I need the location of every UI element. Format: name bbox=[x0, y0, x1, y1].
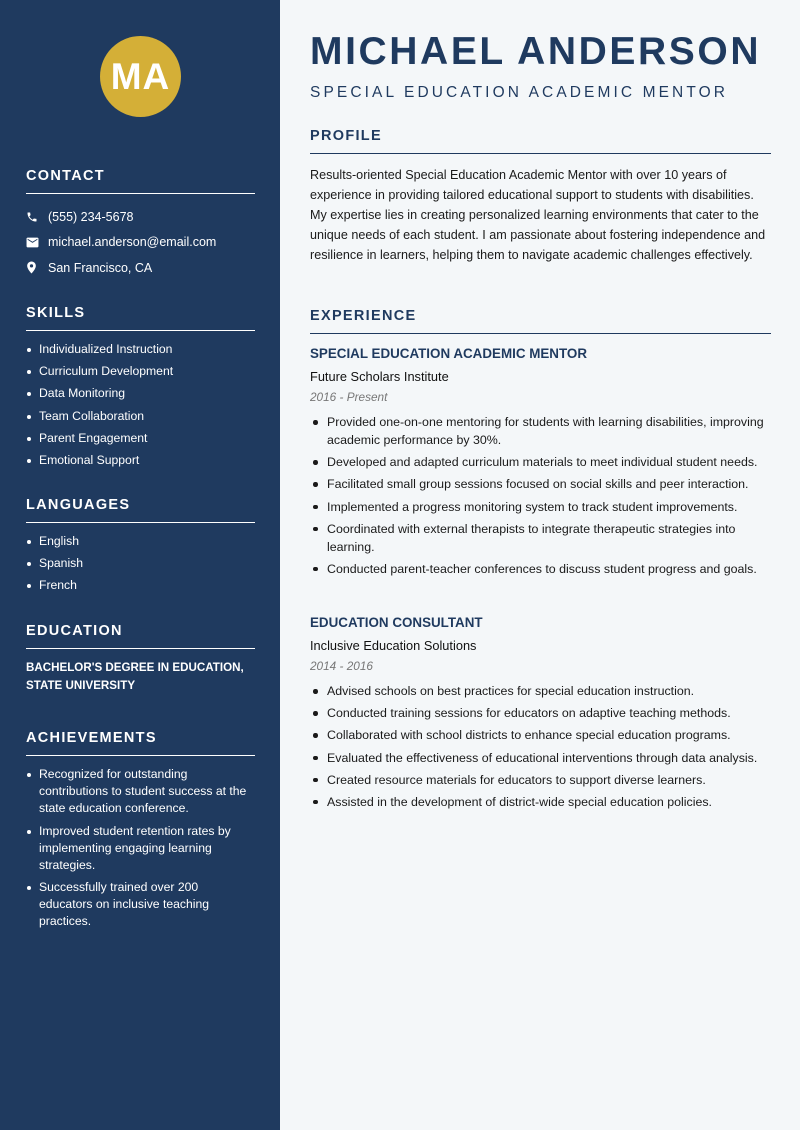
skill-item: Emotional Support bbox=[26, 452, 255, 469]
skills-list bbox=[26, 341, 255, 469]
job-title: EDUCATION CONSULTANT bbox=[310, 615, 483, 630]
education-section bbox=[26, 623, 255, 694]
job-dates: 2016 - Present bbox=[310, 390, 388, 404]
skills-section bbox=[26, 305, 255, 474]
avatar-initials: MA bbox=[110, 55, 171, 97]
language-item: English bbox=[26, 533, 255, 550]
profile-section bbox=[310, 128, 771, 265]
email-text: michael.anderson@email.com bbox=[48, 235, 217, 250]
achievement-item: Recognized for outstanding contributions to student success at the state education conference. bbox=[26, 766, 255, 817]
skill-item: Curriculum Development bbox=[26, 363, 255, 380]
languages-list bbox=[26, 533, 255, 594]
phone-icon bbox=[26, 210, 48, 224]
contact-list bbox=[26, 204, 255, 281]
job-bullet: Facilitated small group sessions focused on social skills and peer interaction. bbox=[310, 475, 771, 493]
contact-location bbox=[26, 255, 255, 281]
education-degree: BACHELOR'S DEGREE IN EDUCATION, STATE UNIVERSITY bbox=[26, 661, 244, 692]
experience-section bbox=[310, 308, 771, 334]
job-entry bbox=[310, 615, 771, 815]
job-company: Inclusive Education Solutions bbox=[310, 638, 477, 653]
job-bullet: Collaborated with school districts to enhance special education programs. bbox=[310, 726, 771, 744]
job-bullets bbox=[310, 413, 771, 578]
achievement-item: Successfully trained over 200 educators on inclusive teaching practices. bbox=[26, 879, 255, 930]
job-bullet: Advised schools on best practices for special education instruction. bbox=[310, 682, 771, 700]
education-heading: EDUCATION bbox=[26, 623, 255, 649]
experience-heading: EXPERIENCE bbox=[310, 308, 771, 334]
achievements-heading: ACHIEVEMENTS bbox=[26, 730, 255, 756]
job-bullet: Assisted in the development of district-wide special education policies. bbox=[310, 793, 771, 811]
achievement-item: Improved student retention rates by implementing engaging learning strategies. bbox=[26, 823, 255, 874]
skill-item: Individualized Instruction bbox=[26, 341, 255, 358]
profile-heading: PROFILE bbox=[310, 128, 771, 154]
achievements-list bbox=[26, 766, 255, 930]
candidate-name: MICHAEL ANDERSON bbox=[310, 30, 762, 73]
email-icon bbox=[26, 235, 48, 249]
job-bullet: Conducted parent-teacher conferences to discuss student progress and goals. bbox=[310, 560, 771, 578]
skills-heading: SKILLS bbox=[26, 305, 255, 331]
language-item: French bbox=[26, 577, 255, 594]
job-bullet: Conducted training sessions for educators on adaptive teaching methods. bbox=[310, 704, 771, 722]
contact-heading: CONTACT bbox=[26, 168, 255, 194]
contact-section bbox=[26, 168, 255, 281]
job-bullet: Created resource materials for educators to support diverse learners. bbox=[310, 771, 771, 789]
job-company: Future Scholars Institute bbox=[310, 369, 449, 384]
candidate-title: SPECIAL EDUCATION ACADEMIC MENTOR bbox=[310, 84, 729, 101]
sidebar bbox=[0, 0, 280, 1130]
job-bullet: Provided one-on-one mentoring for students with learning disabilities, improving academic performance by 30%. bbox=[310, 413, 771, 449]
job-title: SPECIAL EDUCATION ACADEMIC MENTOR bbox=[310, 346, 587, 361]
job-entry bbox=[310, 346, 771, 582]
skill-item: Data Monitoring bbox=[26, 385, 255, 402]
job-bullet: Evaluated the effectiveness of educational interventions through data analysis. bbox=[310, 749, 771, 767]
language-item: Spanish bbox=[26, 555, 255, 572]
job-dates: 2014 - 2016 bbox=[310, 659, 373, 673]
contact-phone bbox=[26, 204, 255, 230]
profile-text: Results-oriented Special Education Academic Mentor with over 10 years of experience in providing tailored educational support to students with disabilities. My expertise lies in creating personalized learning environments that cater to the unique needs of each student. I am passionate about fostering independence and resilience in learners, helping them to navigate academic challenges effectively. bbox=[310, 168, 766, 262]
skill-item: Parent Engagement bbox=[26, 430, 255, 447]
languages-heading: LANGUAGES bbox=[26, 497, 255, 523]
achievements-section bbox=[26, 730, 255, 936]
job-bullets bbox=[310, 682, 771, 811]
job-bullet: Developed and adapted curriculum materials to meet individual student needs. bbox=[310, 453, 771, 471]
avatar bbox=[100, 36, 181, 117]
location-pin-icon bbox=[26, 261, 48, 275]
languages-section bbox=[26, 497, 255, 600]
location-text: San Francisco, CA bbox=[48, 260, 153, 275]
skill-item: Team Collaboration bbox=[26, 408, 255, 425]
job-bullet: Implemented a progress monitoring system to track student improvements. bbox=[310, 498, 771, 516]
phone-text: (555) 234-5678 bbox=[48, 209, 134, 224]
job-bullet: Coordinated with external therapists to integrate therapeutic strategies into learning. bbox=[310, 520, 771, 556]
contact-email bbox=[26, 230, 255, 256]
